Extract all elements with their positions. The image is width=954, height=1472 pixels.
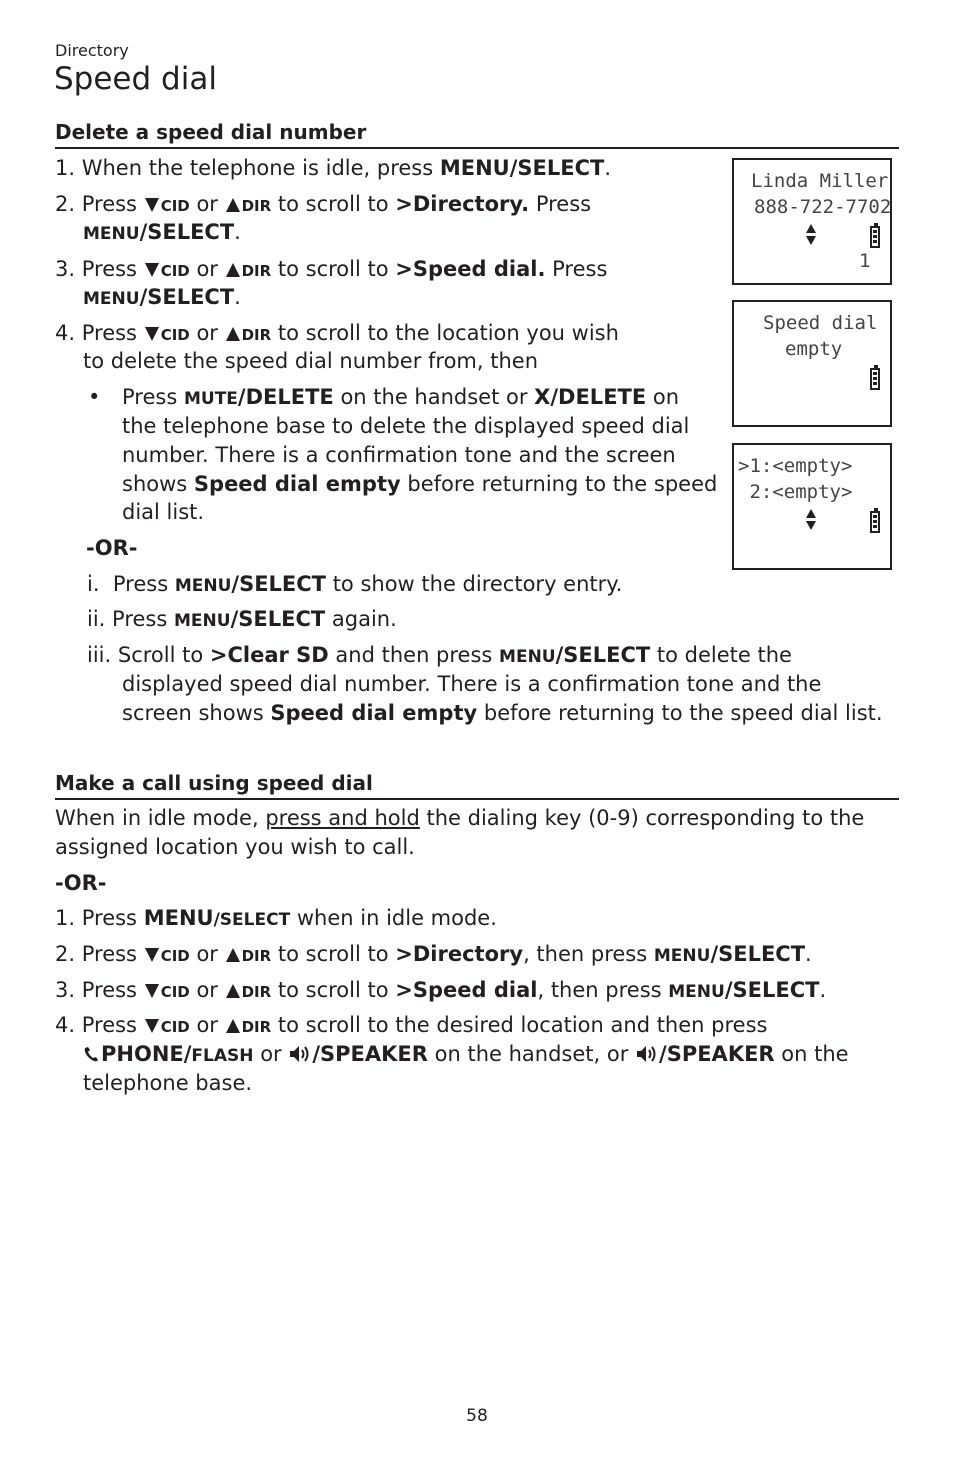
lcd-screen-1 [732, 158, 892, 285]
roman-iii-line-2: displayed speed dial number. There is a confirmation tone and the [122, 672, 822, 696]
call-intro-line-2: assigned location you wish to call. [55, 835, 415, 859]
roman-iii-line-3: screen shows Speed dial empty before returning to the speed dial list. [122, 701, 883, 725]
battery-icon [870, 511, 880, 533]
section-label: Directory [55, 41, 129, 60]
bullet-line-4: shows Speed dial empty before returning to the speed [122, 472, 718, 496]
updown-arrows-icon [806, 224, 818, 248]
page-title: Speed dial [54, 61, 217, 97]
call-step-4-line-3: telephone base. [83, 1071, 253, 1095]
lcd-line: 2:<empty> [738, 481, 853, 503]
delete-step-2-cont: MENU/SELECT. [83, 220, 241, 244]
delete-step-4-cont: to delete the speed dial number from, then [83, 349, 539, 373]
call-step-4-line-2: PHONE/FLASH or /SPEAKER on the handset, or /SPEAKER on the [83, 1040, 849, 1071]
menu-key: MENU [439, 156, 510, 180]
call-heading-rule [55, 798, 899, 800]
down-arrow-icon [145, 984, 159, 998]
bullet-line-5: dial list. [122, 500, 205, 524]
call-heading: Make a call using speed dial [55, 771, 373, 795]
down-arrow-icon [145, 263, 159, 277]
up-arrow-icon [226, 263, 240, 277]
call-step-1: 1. Press MENU/SELECT when in idle mode. [55, 906, 497, 930]
lcd-line: >1:<empty> [738, 455, 853, 477]
delete-heading-rule [55, 147, 899, 149]
call-step-2: 2. Press CID or DIR to scroll to >Directory, then press MENU/SELECT. [55, 942, 812, 966]
delete-step-4: 4. Press CID or DIR to scroll to the location you wish [55, 321, 619, 345]
bullet-line-2: the telephone base to delete the displayed speed dial [122, 414, 690, 438]
bullet-symbol: • [88, 385, 101, 409]
bullet-line-1: Press MUTE/DELETE on the handset or X/DELETE on [122, 385, 680, 409]
lcd-screen-2 [732, 300, 892, 427]
call-step-4: 4. Press CID or DIR to scroll to the desired location and then press [55, 1013, 768, 1037]
delete-step-1: 1. When the telephone is idle, press MENU/SELECT. [55, 156, 612, 180]
phone-icon [83, 1046, 101, 1062]
down-arrow-icon [145, 1019, 159, 1033]
down-arrow-icon [145, 327, 159, 341]
bullet-line-3: number. There is a confirmation tone and the screen [122, 443, 676, 467]
roman-ii: ii. Press MENU/SELECT again. [87, 607, 397, 631]
speaker-icon [635, 1044, 659, 1064]
down-arrow-icon [145, 198, 159, 212]
up-arrow-icon [226, 198, 240, 212]
speaker-icon [288, 1044, 312, 1064]
page-number: 58 [466, 1406, 488, 1426]
lcd-line: Speed dial [763, 312, 878, 334]
delete-step-2: 2. Press CID or DIR to scroll to >Directory. Press [55, 192, 592, 216]
lcd-line: 888-722-7702 [754, 196, 892, 218]
battery-icon [870, 226, 880, 248]
up-arrow-icon [226, 1019, 240, 1033]
battery-icon [870, 368, 880, 390]
lcd-line: empty [785, 338, 843, 360]
updown-arrows-icon [806, 509, 818, 533]
lcd-screen-3 [732, 443, 892, 570]
call-intro: When in idle mode, press and hold the dialing key (0-9) corresponding to the [55, 806, 865, 830]
or-separator: -OR- [86, 536, 138, 560]
or-separator: -OR- [55, 871, 107, 895]
up-arrow-icon [226, 327, 240, 341]
lcd-line: 1 [859, 250, 871, 272]
up-arrow-icon [226, 984, 240, 998]
roman-iii: iii. Scroll to >Clear SD and then press MENU/SELECT to delete the [87, 643, 792, 667]
lcd-line: Linda Miller [751, 170, 889, 192]
call-step-3: 3. Press CID or DIR to scroll to >Speed dial, then press MENU/SELECT. [55, 978, 827, 1002]
roman-i: i. Press MENU/SELECT to show the directory entry. [87, 572, 623, 596]
delete-heading: Delete a speed dial number [55, 120, 367, 144]
delete-step-3-cont: MENU/SELECT. [83, 285, 241, 309]
up-arrow-icon [226, 948, 240, 962]
down-arrow-icon [145, 948, 159, 962]
delete-step-3: 3. Press CID or DIR to scroll to >Speed dial. Press [55, 257, 608, 281]
select-key: /SELECT [509, 156, 605, 180]
